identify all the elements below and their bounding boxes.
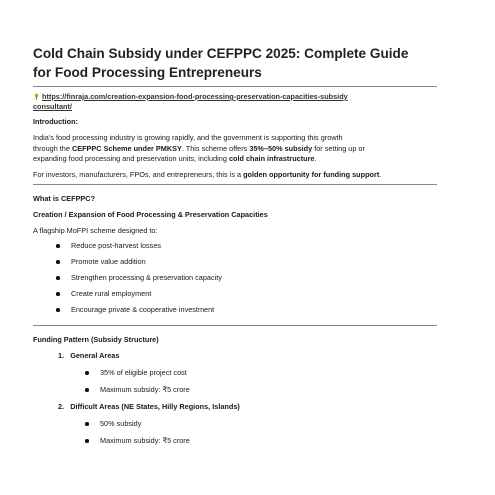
section-heading-what: What is CEFPPC? xyxy=(33,194,96,203)
list-item xyxy=(71,305,214,315)
source-link-line-1[interactable]: https://finraja.com/creation-expansion-food-processing-preservation-capacities-subsidy xyxy=(42,92,348,101)
list-item-text: Strengthen processing & preservation capacity xyxy=(71,273,222,282)
list-item xyxy=(100,385,190,395)
bullet-icon xyxy=(56,244,60,248)
list-item-text: Reduce post-harvest losses xyxy=(71,241,162,250)
intro-text: expanding food processing and preservation units, including xyxy=(33,154,229,164)
intro-emphasis: CEFPPC Scheme under PMKSY xyxy=(71,143,182,153)
pin-icon xyxy=(33,93,40,100)
numbered-item xyxy=(58,402,240,412)
numbered-item xyxy=(58,351,119,361)
source-link-line-2[interactable]: consultant/ xyxy=(33,102,72,111)
bullet-icon xyxy=(85,422,89,426)
intro-text: . xyxy=(379,170,382,179)
title-line-1: Cold Chain Subsidy under CEFPPC 2025: Complete Guide xyxy=(33,46,409,61)
list-item-text: Encourage private & cooperative investment xyxy=(71,305,215,314)
bullet-icon xyxy=(85,371,89,375)
list-item-text: Promote value addition xyxy=(71,257,146,266)
bullet-icon xyxy=(56,292,60,296)
intro-text: . This scheme offers xyxy=(181,143,250,153)
page-title xyxy=(33,44,473,82)
list-item xyxy=(71,289,151,299)
list-item-text: 50% subsidy xyxy=(100,419,142,428)
item-number: 1. xyxy=(58,351,65,360)
intro-text: . xyxy=(314,154,317,164)
source-link[interactable] xyxy=(33,92,453,112)
list-item-text: Maximum subsidy: ₹5 crore xyxy=(100,385,190,394)
intro-paragraph-1 xyxy=(33,133,443,165)
section-heading-funding: Funding Pattern (Subsidy Structure) xyxy=(33,335,159,344)
bullet-icon xyxy=(56,260,60,264)
list-item xyxy=(71,257,146,267)
section-description: A flagship MoFPI scheme designed to: xyxy=(33,226,158,235)
list-item xyxy=(100,368,187,378)
bullet-icon xyxy=(85,439,89,443)
intro-text: For investors, manufacturers, FPOs, and entrepreneurs, this is a xyxy=(33,170,244,179)
intro-text: for setting up or xyxy=(312,143,365,153)
item-title: General Areas xyxy=(70,351,120,360)
section-subheading: Creation / Expansion of Food Processing & Preservation Capacities xyxy=(33,210,268,219)
intro-heading: Introduction: xyxy=(33,117,78,126)
list-item xyxy=(71,241,161,251)
divider xyxy=(33,325,437,326)
bullet-icon xyxy=(85,388,89,392)
intro-text: India’s food processing industry is growing rapidly, and the government is supporting this growth xyxy=(33,133,343,142)
list-item xyxy=(100,419,141,429)
divider xyxy=(33,86,437,87)
intro-text: through the xyxy=(33,143,72,153)
divider xyxy=(33,184,437,185)
bullet-icon xyxy=(56,276,60,280)
item-number: 2. xyxy=(58,402,65,411)
intro-paragraph-2 xyxy=(33,170,443,181)
item-title: Difficult Areas (NE States, Hilly Regions, Islands) xyxy=(70,402,240,411)
list-item-text: 35% of eligible project cost xyxy=(100,368,187,377)
intro-emphasis: golden opportunity for funding support xyxy=(243,170,380,179)
intro-emphasis: cold chain infrastructure xyxy=(228,154,315,164)
list-item xyxy=(71,273,222,283)
list-item-text: Maximum subsidy: ₹5 crore xyxy=(100,436,190,445)
title-line-2: for Food Processing Entrepreneurs xyxy=(33,65,262,80)
intro-emphasis: 35%–50% subsidy xyxy=(249,143,313,153)
list-item xyxy=(100,436,190,446)
list-item-text: Create rural employment xyxy=(71,289,152,298)
bullet-icon xyxy=(56,308,60,312)
